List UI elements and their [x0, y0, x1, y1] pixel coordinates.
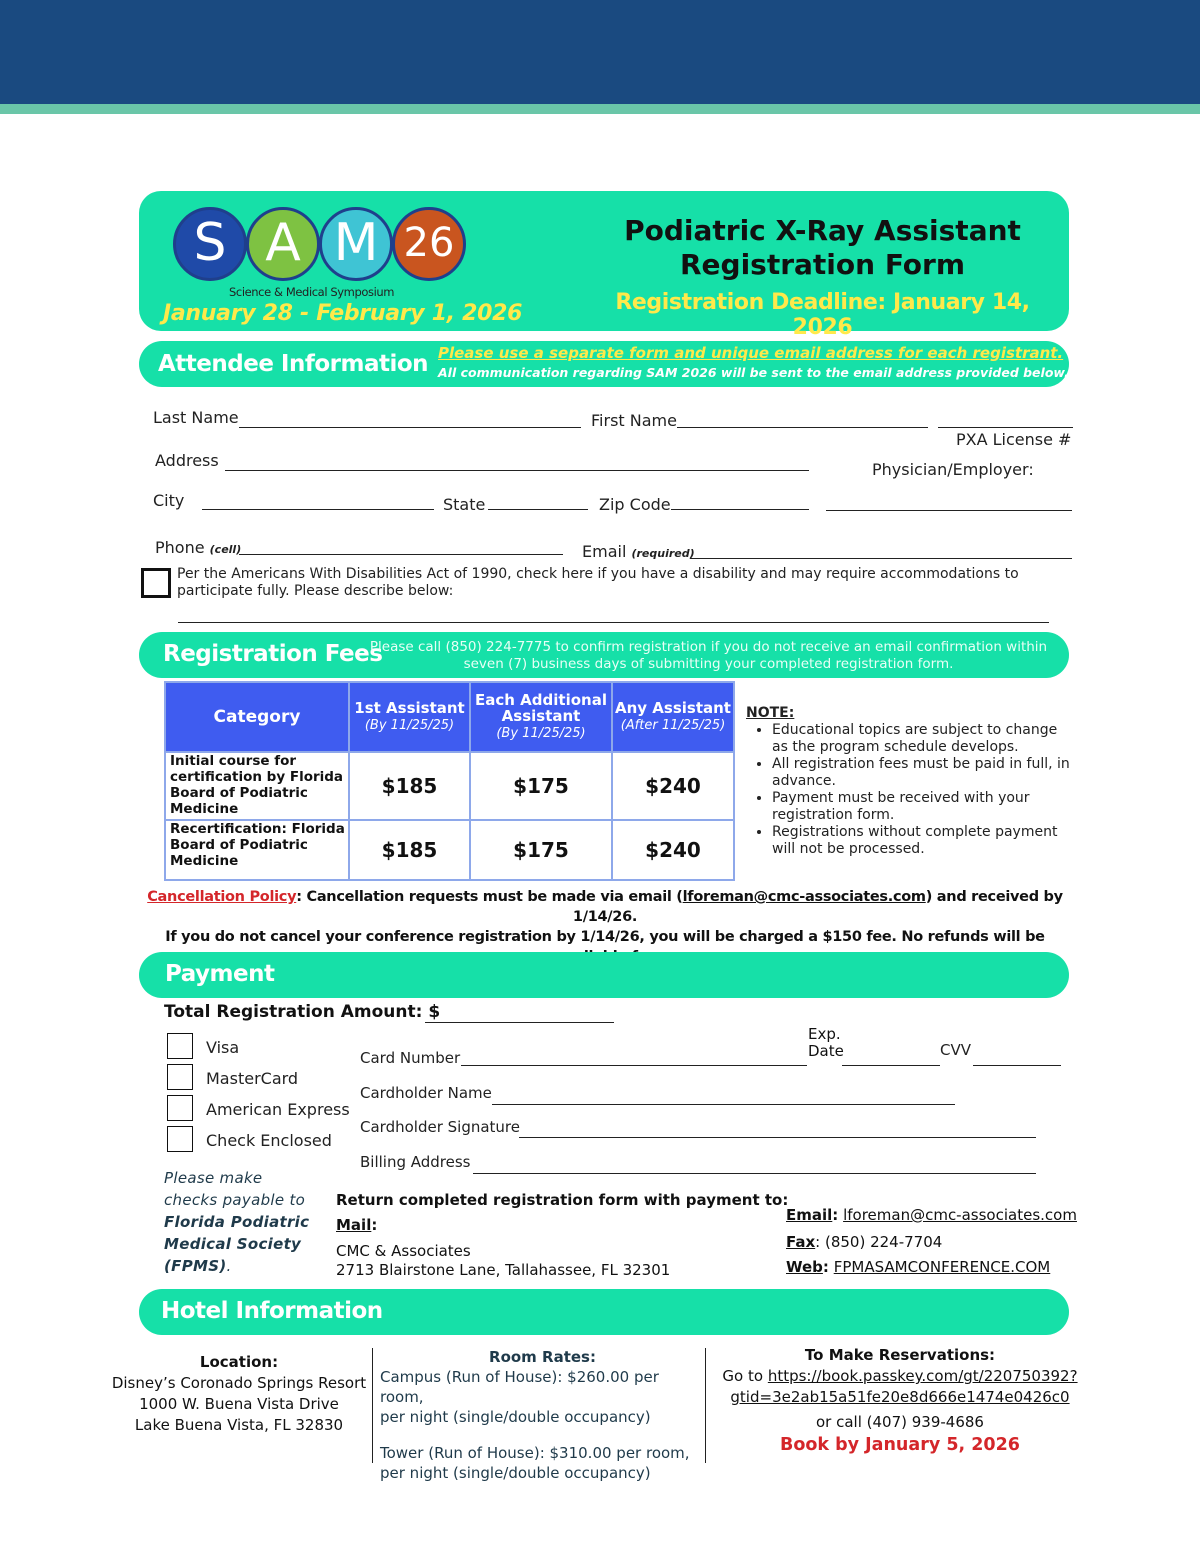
logo-subtitle: Science & Medical Symposium [229, 285, 395, 299]
fees-table [164, 681, 735, 881]
total-amount-field[interactable] [425, 1022, 614, 1023]
col-category: Category [165, 682, 349, 752]
zip-field[interactable] [671, 509, 809, 510]
row-price-any: $240 [612, 820, 734, 880]
return-instructions: Return completed registration form with payment to: [336, 1191, 789, 1209]
first-name-field[interactable] [677, 427, 928, 428]
notes-title: NOTE: [746, 705, 795, 721]
ada-description-field[interactable] [178, 622, 1049, 623]
cancel-label: Cancellation Policy [147, 889, 297, 905]
contact-web-link[interactable]: FPMASAMCONFERENCE.COM [833, 1258, 1051, 1276]
contact-fax: Fax: (850) 224-7704 [786, 1233, 943, 1251]
ada-checkbox[interactable] [141, 568, 171, 598]
email-field[interactable] [690, 558, 1072, 559]
city-label: City [153, 491, 185, 510]
attendee-note-1: Please use a separate form and unique email address for each registrant. [438, 344, 1064, 362]
last-name-label: Last Name [153, 408, 239, 427]
cardholder-signature-field[interactable] [519, 1137, 1036, 1138]
email-label-text: Email [582, 542, 627, 561]
list-item: • Educational topics are subject to change as the program schedule develops. [772, 722, 1076, 756]
attendee-heading: Attendee Information [158, 351, 429, 377]
list-item: • All registration fees must be paid in full, in advance. [772, 756, 1076, 790]
mail-address: CMC & Associates 2713 Blairstone Lane, Tallahassee, FL 32301 [336, 1242, 671, 1279]
total-amount-label: Total Registration Amount: $ [164, 1002, 441, 1022]
hotel-heading: Hotel Information [161, 1298, 383, 1324]
phone-label-text: Phone [155, 538, 205, 557]
row-price-first: $185 [349, 752, 470, 820]
attendee-note-2: All communication regarding SAM 2026 will be sent to the email address provided below. [438, 365, 1069, 380]
amex-label: American Express [206, 1100, 350, 1119]
form-title-line2: Registration Form [679, 248, 966, 281]
email-label [582, 542, 695, 561]
cvv-label: CVV [940, 1041, 971, 1059]
logo-letter-a: A [246, 207, 320, 281]
exp-date-label: Exp. Date [808, 1025, 844, 1060]
row-price-additional: $175 [470, 752, 612, 820]
hotel-location: Location: Disney’s Coronado Springs Resort 1000 W. Buena Vista Drive Lake Buena Vista, FL 32830 [111, 1353, 367, 1434]
reservation-link-cont[interactable]: gtid=3e2ab15a51fe20e8d666e1474e0426c0 [730, 1388, 1070, 1406]
cardholder-signature-label: Cardholder Signature [360, 1118, 520, 1136]
address-field[interactable] [225, 470, 809, 471]
contact-email-link[interactable]: lforeman@cmc-associates.com [843, 1206, 1077, 1224]
contact-email: Email: lforeman@cmc-associates.com [786, 1206, 1077, 1224]
logo-letter-s: S [173, 207, 247, 281]
mastercard-checkbox[interactable] [167, 1064, 193, 1090]
fees-heading: Registration Fees [163, 641, 383, 667]
table-row [165, 820, 734, 880]
check-enclosed-checkbox[interactable] [167, 1126, 193, 1152]
pxa-license-label: PXA License # [956, 430, 1072, 449]
row-category: Initial course for certification by Florida Board of Podiatric Medicine [165, 752, 349, 820]
city-field[interactable] [202, 509, 434, 510]
visa-label: Visa [206, 1038, 240, 1057]
check-enclosed-label: Check Enclosed [206, 1131, 332, 1150]
logo-letter-26: 26 [392, 207, 466, 281]
first-name-label: First Name [591, 411, 677, 430]
payment-header [139, 952, 1069, 998]
fees-note: Please call (850) 224-7775 to confirm registration if you do not receive an email confirmation within seven (7) business days of submitting your completed registration form. [369, 639, 1048, 672]
row-price-first: $185 [349, 820, 470, 880]
col-additional-assistant: Each Additional Assistant (By 11/25/25) [470, 682, 612, 752]
form-title [600, 214, 1045, 282]
col-first-assistant: 1st Assistant (By 11/25/25) [349, 682, 470, 752]
hotel-divider-1 [372, 1348, 373, 1463]
cardholder-name-label: Cardholder Name [360, 1084, 492, 1102]
list-item: • Registrations without complete payment will not be processed. [772, 824, 1076, 858]
phone-label-note: (cell) [209, 543, 242, 556]
address-label: Address [155, 451, 219, 470]
hotel-divider-2 [705, 1348, 706, 1463]
form-title-line1: Podiatric X-Ray Assistant [624, 214, 1021, 247]
logo-letter-m: M [319, 207, 393, 281]
row-price-additional: $175 [470, 820, 612, 880]
contact-web: Web: FPMASAMCONFERENCE.COM [786, 1258, 1051, 1276]
cancel-line-2: If you do not cancel your conference registration by 1/14/26, you will be charged a $150 fee. No refunds will be [165, 929, 1045, 945]
phone-label [155, 538, 241, 557]
event-dates: January 28 - February 1, 2026 [163, 301, 523, 326]
top-stripe [0, 104, 1200, 114]
physician-label: Physician/Employer: [872, 460, 1034, 479]
pxa-license-field[interactable] [938, 427, 1073, 428]
billing-address-field[interactable] [473, 1173, 1036, 1174]
checks-payable-note: Please make checks payable to Florida Podiatric Medical Society (FPMS). [164, 1169, 310, 1275]
cancel-email-link[interactable]: lforeman@cmc-associates.com [682, 889, 926, 905]
mastercard-label: MasterCard [206, 1069, 299, 1088]
registration-deadline: Registration Deadline: January 14, 2026 [615, 290, 1030, 340]
reservation-link[interactable]: https://book.passkey.com/gt/220750392? [767, 1367, 1078, 1385]
fees-table-header [165, 682, 734, 752]
col-any-assistant: Any Assistant (After 11/25/25) [612, 682, 734, 752]
card-number-field[interactable] [461, 1065, 807, 1066]
row-category: Recertification: Florida Board of Podiatric Medicine [165, 820, 349, 880]
amex-checkbox[interactable] [167, 1095, 193, 1121]
table-row [165, 752, 734, 820]
list-item: • Payment must be received with your registration form. [772, 790, 1076, 824]
exp-date-field[interactable] [842, 1065, 940, 1066]
cvv-field[interactable] [973, 1065, 1061, 1066]
phone-field[interactable] [239, 554, 563, 555]
hotel-reservations: To Make Reservations: Go to https://book.passkey.com/gt/220750392? gtid=3e2ab15a51fe20e8d666e1474e0426c0 or call (407) 939-4686 Book by January 5, 2026 [714, 1345, 1086, 1456]
row-price-any: $240 [612, 752, 734, 820]
cardholder-name-field[interactable] [492, 1104, 955, 1105]
zip-label: Zip Code [599, 495, 671, 514]
card-number-label: Card Number [360, 1049, 461, 1067]
physician-field[interactable] [826, 510, 1072, 511]
cancel-line-1: Cancellation Policy: Cancellation requests must be made via email (lforeman@cmc-associates.com) and received by 1/14/26. [147, 889, 1063, 925]
email-label-note: (required) [631, 547, 695, 560]
billing-address-label: Billing Address [360, 1153, 471, 1171]
payment-heading: Payment [165, 961, 275, 987]
fees-notes [746, 705, 1076, 858]
mail-label: Mail: [336, 1216, 378, 1234]
state-label: State [443, 495, 486, 514]
top-banner [0, 0, 1200, 104]
hotel-rates: Room Rates: Campus (Run of House): $260.00 per room, per night (single/double occupancy) Tower (Run of House): $310.00 per room, per night (single/double occupancy) [380, 1348, 690, 1482]
state-field[interactable] [488, 509, 588, 510]
visa-checkbox[interactable] [167, 1033, 193, 1059]
last-name-field[interactable] [239, 427, 581, 428]
ada-text: Per the Americans With Disabilities Act of 1990, check here if you have a disability and may require accommodations to participate fully. Please describe below: [177, 566, 1019, 599]
